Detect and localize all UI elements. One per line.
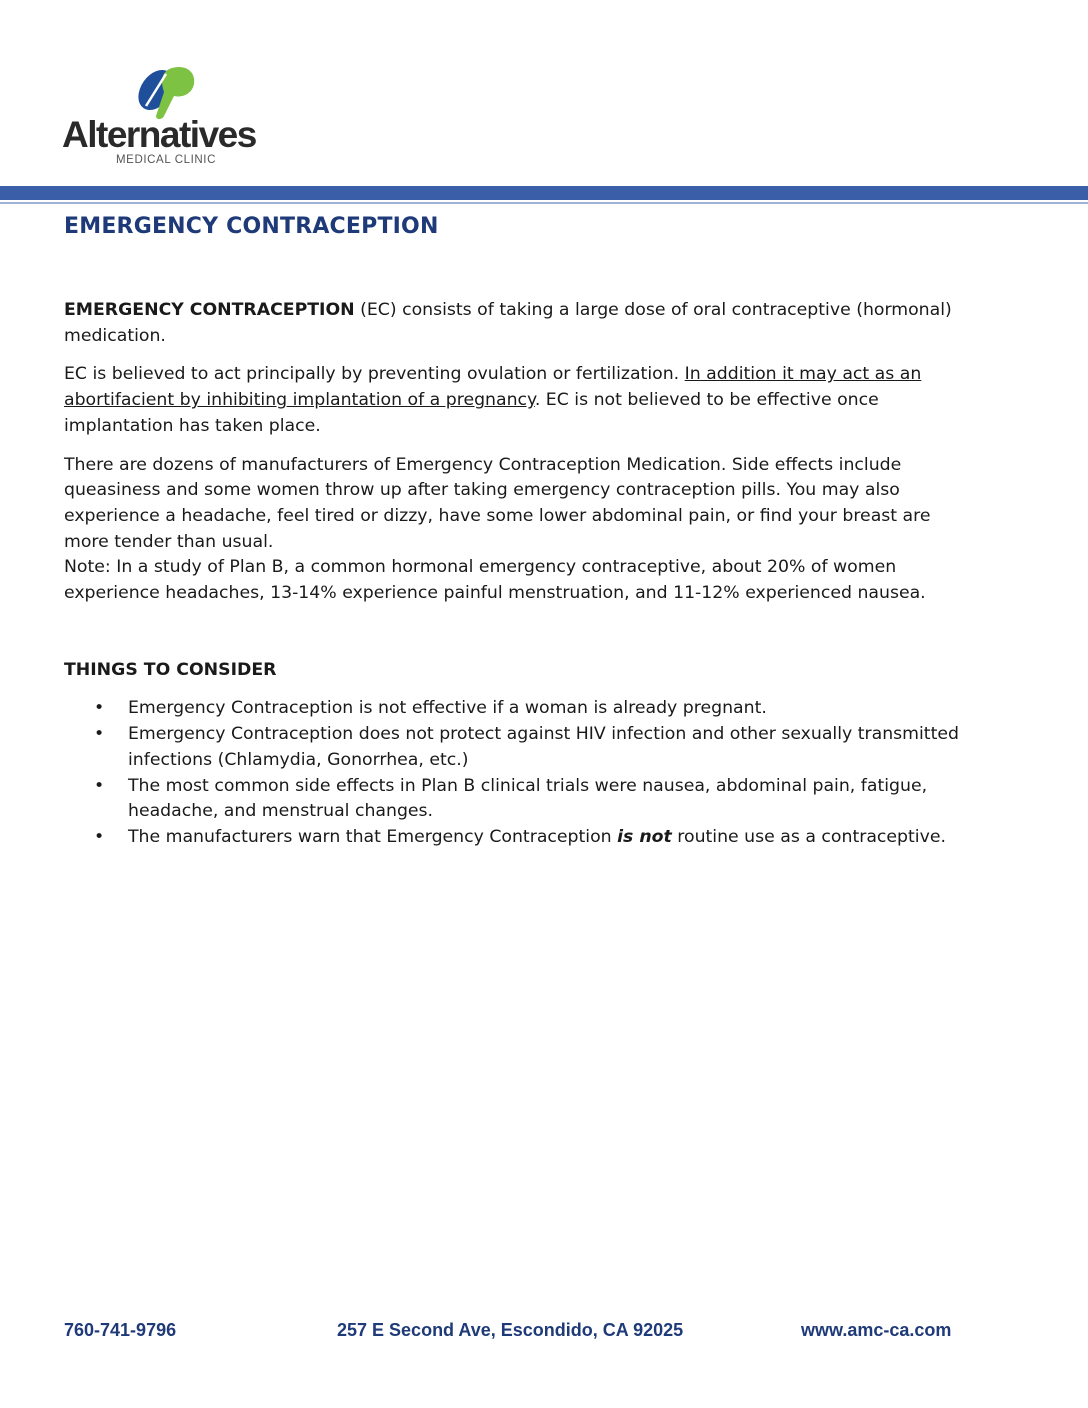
list-item <box>64 825 974 851</box>
list-item <box>64 774 974 825</box>
logo-subtitle: MEDICAL CLINIC <box>116 154 216 166</box>
bullet-icon: • <box>94 775 105 796</box>
intro-text: (EC) consists of taking a large dose of oral contraceptive (hormonal) medication. <box>64 300 952 346</box>
mechanism-rest: . EC is not believed to be effective once implantation has taken place. <box>64 390 879 436</box>
header-divider-line <box>0 202 1088 204</box>
considerations-heading: THINGS TO CONSIDER <box>64 659 277 680</box>
list-item-text: Emergency Contraception is not effective if a woman is already pregnant. <box>128 698 767 719</box>
side-effects-paragraph <box>64 453 974 607</box>
footer-phone[interactable]: 760-741-9796 <box>64 1320 177 1340</box>
side-effects-note: Note: In a study of Plan B, a common hormonal emergency contraceptive, about 20% of women experience headaches, 13-14% experience painful menstruation, and 11-12% experienced nausea. <box>64 557 926 604</box>
list-item <box>64 696 974 722</box>
list-item-text: The manufacturers warn that Emergency Contraception <box>128 826 618 847</box>
list-item-text: Emergency Contraception does not protect against HIV infection and other sexually transmitted infections (Chlamydia, Gonorrhea, etc.) <box>128 724 959 770</box>
mechanism-lead: EC is believed to act principally by preventing ovulation or fertilization. <box>64 364 685 385</box>
clinic-logo-icon <box>134 62 204 120</box>
logo-wordmark: Alternatives <box>62 114 256 155</box>
page-title: EMERGENCY CONTRACEPTION <box>64 214 439 239</box>
list-item-emphasis: is not <box>617 826 672 847</box>
bullet-icon: • <box>94 826 105 847</box>
footer-website-link[interactable]: www.amc-ca.com <box>801 1320 952 1340</box>
side-effects-text: There are dozens of manufacturers of Emergency Contraception Medication. Side effects include queasiness and some women throw up after taking emergency contraception pills. You may also experience a headache, feel tired or dizzy, have some lower abdominal pain, or find your breast are more tender than usual. <box>64 454 931 552</box>
list-item-text: The most common side effects in Plan B clinical trials were nausea, abdominal pain, fatigue, headache, and menstrual changes. <box>128 775 928 822</box>
document-body <box>64 298 974 851</box>
intro-bold-lead: EMERGENCY CONTRACEPTION <box>64 300 355 320</box>
bullet-icon: • <box>94 724 105 745</box>
footer-address: 257 E Second Ave, Escondido, CA 92025 <box>337 1320 684 1340</box>
mechanism-paragraph <box>64 362 974 439</box>
considerations-list <box>64 696 974 850</box>
bullet-icon: • <box>94 698 105 719</box>
clinic-logo <box>62 60 282 172</box>
header-divider-bar <box>0 186 1088 200</box>
list-item <box>64 722 974 773</box>
intro-paragraph <box>64 298 974 349</box>
mechanism-underlined: In addition it may act as an abortifacient by inhibiting implantation of a pregnancy <box>64 364 922 411</box>
list-item-text-end: routine use as a contraceptive. <box>671 826 946 847</box>
